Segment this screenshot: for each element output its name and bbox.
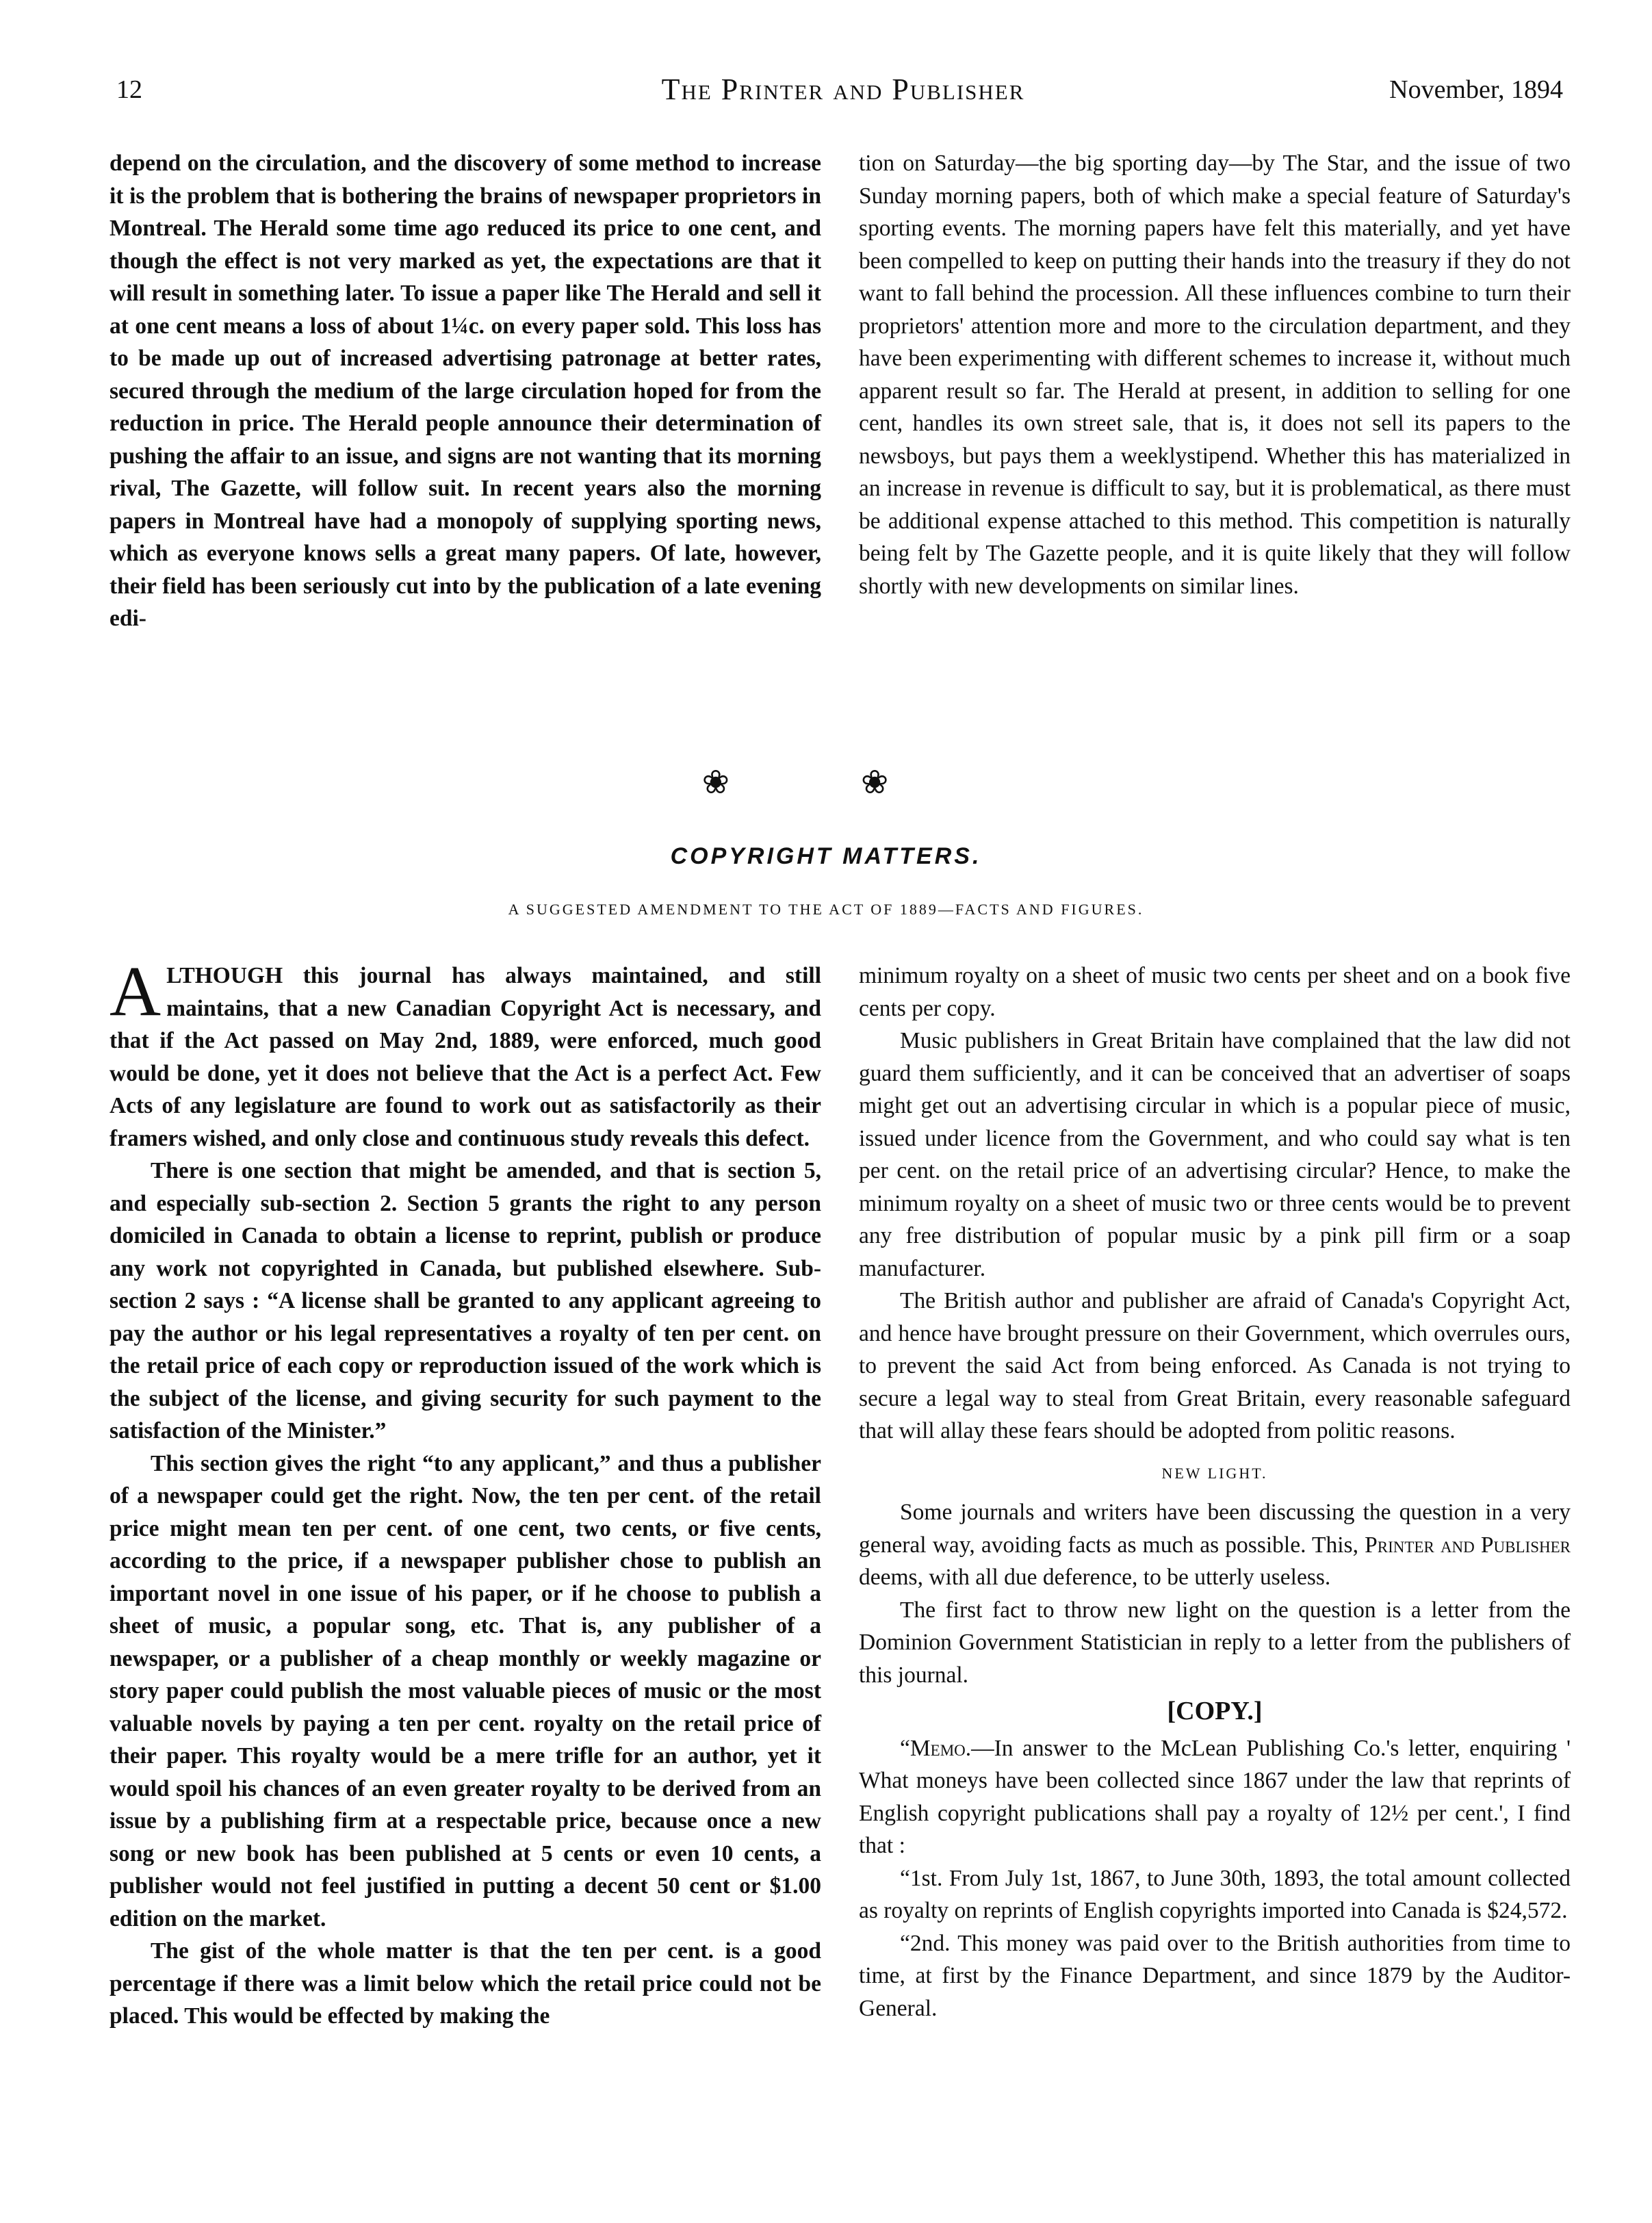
opening-text: LTHOUGH this journal has always maintained, and still maintains, that a new Canadian Copyright Act is necessary, and that if the Act passed on May 2nd, 1889, were enforced, much good would be done, yet it does not believe that the Act is a perfect Act. Few Acts of any legislature are found to work out as satisfactorily as their framers wished, and only close and continuous study reveals this defect. [109, 963, 821, 1151]
paragraph-tail: deems, with all due deference, to be utterly useless. [859, 1565, 1331, 1590]
paragraph: minimum royalty on a sheet of music two cents per sheet and on a book five cents per copy. [859, 963, 1571, 1021]
journal-title: The Printer and Publisher [661, 73, 1025, 106]
memo-label: “Memo. [900, 1735, 972, 1761]
paragraph: Music publishers in Great Britain have complained that the law did not guard them sufficiently, and it can be conceived that an advertiser of soaps might get out an advertising circular in which is a popular piece of music, issued under licence from the Government, and who could say what is ten per cent. on the retail price of an advertising circular? Hence, to make the minimum royalty on a sheet of music two or three cents would be to prevent any free distribution of popular music by a pink pill firm or a soap manufacturer. [859, 1028, 1571, 1281]
paragraph: “2nd. This money was paid over to the British authorities from time to time, at first by the Finance Department, and since 1879 by the Auditor-General. [859, 1930, 1571, 2021]
journal-name-smallcaps: Printer and Publisher [1365, 1532, 1571, 1558]
bottom-left-column [109, 952, 821, 2033]
paragraph: depend on the circulation, and the discovery of some method to increase it is the problem that is bothering the brains of newspaper proprietors in Montreal. The Herald some time ago reduced its price to one cent, and though the effect is not very marked as yet, the expectations are that it will result in something later. To issue a paper like The Herald and sell it at one cent means a loss of about 1¼c. on every paper sold. This loss has to be made up out of increased advertising patronage at better rates, secured through the medium of the large circulation hoped for from the reduction in price. The Herald people announce their determination of pushing the affair to an issue, and signs are not wanting that its morning rival, The Gazette, will follow suit. In recent years also the morning papers in Montreal have had a monopoly of supplying sporting news, which as everyone knows sells a great many papers. Of late, however, their field has been seriously cut into by the publication of a late evening edi- [109, 151, 821, 631]
section-title: COPYRIGHT MATTERS. [670, 843, 982, 869]
issue-date: November, 1894 [1389, 75, 1563, 104]
paragraph: “1st. From July 1st, 1867, to June 30th, 1893, the total amount collected as royalty on reprints of English copyrights imported into Canada is $24,572. [859, 1865, 1571, 1923]
copy-label: [COPY.] [1167, 1697, 1263, 1725]
top-left-column [109, 147, 821, 635]
paragraph: This section gives the right “to any applicant,” and thus a publisher of a newspaper could get the right. Now, the ten per cent. of the retail price might mean ten per cent. of one cent, two cents, or five cents, according to the price, if a newspaper publisher chose to publish an important novel in one issue of his paper, or if he choose to publish a sheet of music, a popular song, etc. That is, any publisher of a newspaper, or a publisher of a cheap monthly or weekly magazine or story paper could publish the most valuable pieces of music or the most valuable novels by paying a ten per cent. royalty on the retail price of their paper. This royalty would be a mere trifle for an author, yet it would spoil his chances of an even greater royalty to be derived from an issue by a publishing firm at a respectable price, because once a new song or new book has been published at 5 cents or even 10 cents, a publisher would not feel justified in putting a decent 50 cent or $1.00 edition on the market. [109, 1450, 821, 1931]
page-number: 12 [116, 75, 142, 104]
paragraph-lead: Some journals and writers have been discussing the question in a very general way, avoiding facts as much as possible. This, [859, 1500, 1571, 1558]
paragraph: The gist of the whole matter is that the ten per cent. is a good percentage if there was a limit below which the retail price could not be placed. This would be effected by making the [109, 1938, 821, 2029]
memo-text: —In answer to the McLean Publishing Co.'s letter, enquiring ' What moneys have been collected since 1867 under the law that reprints of English copyright publications shall pay a royalty of 12½ per cent.', I find that : [859, 1735, 1571, 1858]
paragraph: The British author and publisher are afraid of Canada's Copyright Act, and hence have brought pressure on their Government, which overrules ours, to prevent the said Act from being enforced. As Canada is not trying to secure a legal way to steal from Great Britain, every reasonable safeguard that will allay these fears should be adopted from politic reasons. [859, 1288, 1571, 1443]
ornament-flourish-icon: ❀ ❀ [701, 764, 951, 801]
subheading-new-light: NEW LIGHT. [1161, 1464, 1268, 1482]
paragraph: There is one section that might be amended, and that is section 5, and especially sub-section 2. Section 5 grants the right to any person domiciled in Canada to obtain a license to reprint, publish or produce any work not copyrighted in Canada, but published elsewhere. Sub-section 2 says : “A license shall be granted to any applicant agreeing to pay the author or his legal representatives a royalty of ten per cent. on the retail price of each copy or reproduction issued of the work which is the subject of the license, and giving security for such payment to the satisfaction of the Minister.” [109, 1158, 821, 1443]
memo-paragraph [859, 1732, 1571, 1862]
opening-paragraph [109, 952, 821, 1155]
bottom-right-column [859, 960, 1571, 2025]
top-right-column [859, 147, 1571, 602]
section-subtitle: A SUGGESTED AMENDMENT TO THE ACT OF 1889—FACTS AND FIGURES. [508, 901, 1144, 918]
paragraph [859, 1496, 1571, 1594]
drop-cap: A [109, 952, 162, 1031]
paragraph: tion on Saturday—the big sporting day—by The Star, and the issue of two Sunday morning papers, both of which make a special feature of Saturday's sporting events. The morning papers have felt this materially, and yet have been compelled to keep on putting their hands into the treasury if they do not want to fall behind the procession. All these influences combine to turn their proprietors' attention more and more to the circulation department, and they have been experimenting with different schemes to increase it, without much apparent result so far. The Herald at present, in addition to selling for one cent, handles its own street sale, that is, it does not sell its papers to the newsboys, but pays them a weeklystipend. Whether this has materialized in an increase in revenue is difficult to say, but it is problematical, as there must be additional expense attached to this method. This competition is naturally being felt by The Gazette people, and it is quite likely that they will follow shortly with new developments on similar lines. [859, 151, 1571, 599]
running-head [103, 66, 1584, 114]
paragraph: The first fact to throw new light on the question is a letter from the Dominion Government Statistician in reply to a letter from the publishers of this journal. [859, 1597, 1571, 1688]
